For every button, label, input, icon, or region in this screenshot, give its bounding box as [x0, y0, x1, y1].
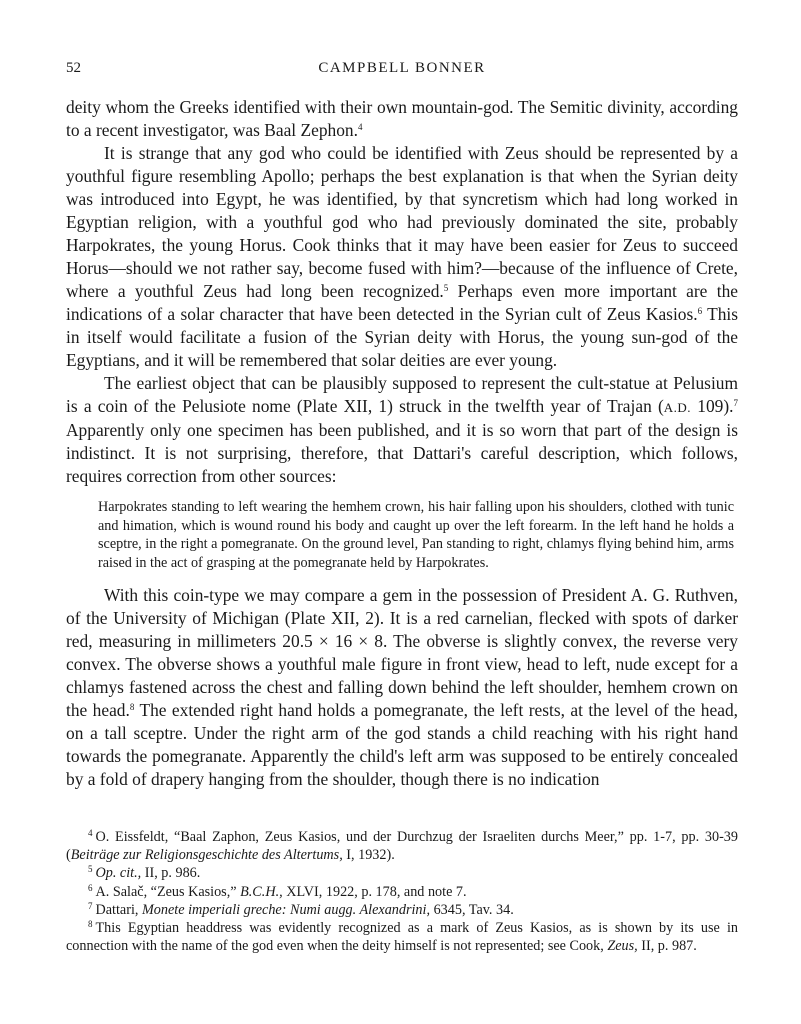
footnote-ref-4[interactable]: 4 [357, 122, 363, 132]
footnote-italic: Op. cit., [95, 865, 142, 882]
era-abbreviation: A.D. [663, 400, 692, 415]
footnote-text-end: 6345, Tav. 34. [430, 901, 514, 918]
paragraph-2-text-a: It is strange that any god who could be identified with Zeus should be represented by a youthful figure resembling Apollo; perhaps the best explanation is that when the Syrian deity was introduced into Egypt, he was identified, by that syncretism which had long worked in Egyptian religion, with a youthful god who had previously dominated the site, probably Harpokrates, the young Horus. Cook thinks that it may have been easier for Zeus to succeed Horus—should we not rather say, become fused with him?—because of the influence of Crete, where a youthful Zeus had long been recognized. [66, 143, 738, 301]
footnote-text: Dattari, [95, 901, 142, 918]
paragraph-1 [66, 96, 738, 142]
running-head [66, 60, 738, 82]
footnote-text-end: XLVI, 1922, p. 178, and note 7. [282, 883, 467, 900]
block-quote-text: Harpokrates standing to left wearing the hemhem crown, his hair falling upon his shoulders, clothed with tunic and himation, which is wound round his body and caught up over the left forearm. In the left hand he holds a sceptre, in the right a pomegranate. On the ground level, Pan standing to right, chlamys flying behind him, arms raised in the act of grasping at the pomegranate held by Harpokrates. [98, 499, 734, 571]
footnote-8 [66, 919, 738, 955]
paragraph-3-text-a: The earliest object that can be plausibly supposed to represent the cult-statue at Pelusium is a coin of the Pelusiote nome (Plate XII, 1) struck in the twelfth year of Trajan ( [66, 373, 738, 416]
footnote-number: 5 [88, 864, 93, 875]
paragraph-3-text-c: Apparently only one specimen has been published, and it is so worn that part of the design is indistinct. It is not surprising, therefore, that Dattari's careful description, which follows, requires correction from other sources: [66, 420, 738, 486]
paragraph-2-text-c: This in itself would facilitate a fusion of the Syrian deity with Horus, the young sun-god of the Egyptians, and it will be remembered that solar deities are ever young. [66, 304, 739, 370]
footnote-text: O. Eissfeldt, “Baal Zaphon, Zeus Kasios, und der Durchzug der Israeliten durchs Meer,” pp. 1-7, pp. 30-39 ( [66, 829, 738, 864]
footnote-ref-6[interactable]: 6 [697, 306, 703, 316]
block-quote [66, 498, 738, 572]
footnote-text-end: I, 1932). [342, 847, 395, 864]
footnote-number: 6 [88, 882, 93, 893]
footnote-ref-5[interactable]: 5 [443, 283, 449, 293]
footnote-6 [66, 883, 738, 901]
footnote-italic: Zeus, [607, 938, 638, 955]
paragraph-4-text-b: The extended right hand holds a pomegranate, the left rests, at the level of the head, on a tall sceptre. Under the right arm of the god stands a child reaching with his right hand towards the pomegranate. Apparently the child's left arm was supposed to be entirely concealed by a fold of drapery hanging from the shoulder, though there is no indication [66, 700, 738, 790]
footnote-italic: B.C.H., [240, 883, 283, 900]
running-title: CAMPBELL BONNER [318, 60, 486, 76]
body-text [66, 96, 738, 791]
paragraph-4 [66, 584, 738, 791]
footnote-italic: Monete imperiali greche: Numi augg. Alexandrini, [141, 901, 431, 918]
footnote-number: 8 [88, 919, 93, 930]
footnote-4 [66, 828, 738, 864]
footnote-text: A. Salač, “Zeus Kasios,” [95, 883, 241, 900]
paragraph-2-text-b: Perhaps even more important are the indications of a solar character that have been detected in the Syrian cult of Zeus Kasios. [66, 281, 738, 324]
footnote-number: 7 [88, 900, 93, 911]
paragraph-1-text: deity whom the Greeks identified with their own mountain-god. The Semitic divinity, according to a recent investigator, was Baal Zephon. [66, 97, 738, 140]
footnote-5 [66, 864, 738, 882]
footnote-text-end: II, p. 986. [141, 865, 201, 882]
footnote-number: 4 [88, 828, 93, 838]
footnote-7 [66, 901, 738, 919]
paragraph-4-text: With this coin-type we may compare a gem in the possession of President A. G. Ruthven, of the University of Michigan (Plate XII, 2). It is a red carnelian, flecked with spots of darker red, measuring in millimeters 20.5 × 16 × 8. The obverse is slightly convex, the reverse very convex. The obverse shows a youthful male figure in front view, head to left, nude except for a chlamys fastened across the chest and falling down behind the left shoulder, hemhem crown on the head. [66, 585, 738, 721]
paragraph-2 [66, 142, 738, 372]
footnote-ref-8[interactable]: 8 [129, 702, 135, 713]
footnote-text: This Egyptian headdress was evidently recognized as a mark of Zeus Kasios, as is shown by its use in connection with the name of the god even when the deity himself is not represented; see Cook, [66, 920, 738, 955]
page-number: 52 [66, 60, 81, 76]
footnote-text-end: II, p. 987. [637, 938, 697, 955]
footnote-ref-7[interactable]: 7 [733, 398, 739, 408]
footnote-italic: Beiträge zur Religionsgeschichte des Altertums, [70, 847, 343, 864]
paragraph-3 [66, 372, 738, 488]
paragraph-3-text-b: 109). [691, 396, 734, 416]
footnotes [66, 828, 738, 955]
